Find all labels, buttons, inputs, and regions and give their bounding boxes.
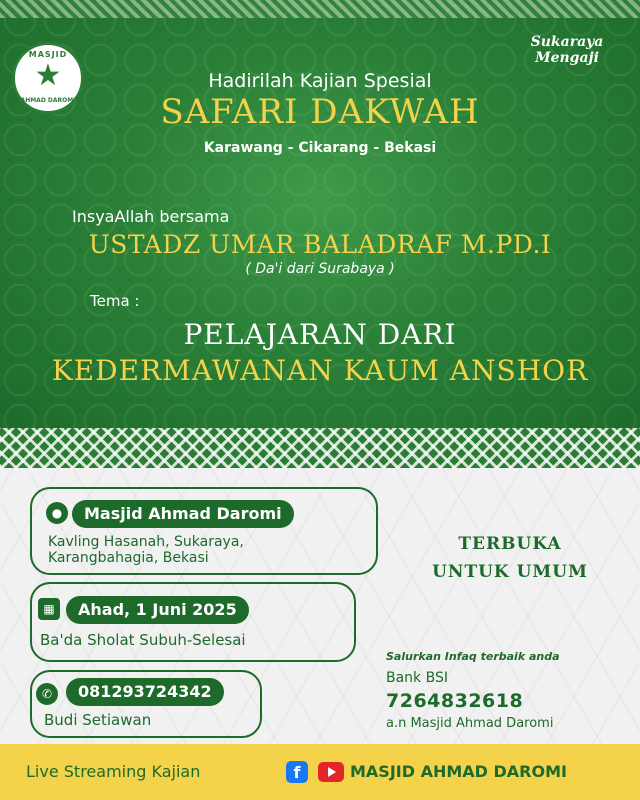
speaker-intro: InsyaAllah bersama: [72, 207, 230, 226]
brand-line1: Sukaraya: [530, 34, 604, 50]
location-pin-icon: ●: [46, 502, 68, 524]
star-icon: ★: [34, 58, 62, 93]
bank-name: Bank BSI: [386, 670, 448, 686]
cities-text: Karawang - Cikarang - Bekasi: [203, 140, 437, 156]
open-line2: UNTUK UMUM: [432, 562, 588, 582]
infaq-note: Salurkan Infaq terbaik anda: [386, 650, 560, 663]
brand-line2: Mengaji: [535, 50, 599, 66]
youtube-icon: [318, 762, 344, 782]
ornament-border: [0, 0, 640, 18]
calendar-icon: ▦: [38, 598, 60, 620]
logo-text-bottom: AHMAD DAROMI: [20, 97, 76, 104]
theme-line1: PELAJARAN DARI: [183, 318, 457, 351]
open-for-public: [405, 530, 615, 586]
schedule-date: Ahad, 1 Juni 2025: [66, 596, 249, 624]
live-streaming-label: Live Streaming Kajian: [26, 762, 201, 781]
facebook-icon: f: [286, 761, 308, 783]
phone-icon: ✆: [36, 683, 58, 705]
theme-label: Tema :: [90, 292, 140, 310]
location-address-1: Kavling Hasanah, Sukaraya,: [48, 534, 244, 550]
location-name: Masjid Ahmad Daromi: [72, 500, 294, 528]
brand-logo: [512, 34, 622, 66]
speaker-name: USTADZ UMAR BALADRAF M.PD.I: [88, 230, 552, 259]
ornament-band: [0, 428, 640, 468]
speaker-origin: ( Da'i dari Surabaya ): [245, 261, 395, 277]
account-number: 7264832618: [386, 690, 524, 712]
open-line1: TERBUKA: [458, 534, 562, 554]
channel-name: MASJID AHMAD DAROMI: [350, 762, 567, 781]
schedule-time: Ba'da Sholat Subuh-Selesai: [40, 631, 246, 649]
location-address-2: Karangbahagia, Bekasi: [48, 550, 209, 566]
contact-person: Budi Setiawan: [44, 711, 152, 729]
account-holder: a.n Masjid Ahmad Daromi: [386, 716, 554, 731]
event-title: SAFARI DAKWAH: [160, 92, 480, 132]
invite-text: Hadirilah Kajian Spesial: [208, 70, 432, 92]
logo-text-top: MASJID: [28, 50, 68, 59]
theme-line2: KEDERMAWANAN KAUM ANSHOR: [51, 354, 589, 387]
contact-phone: 081293724342: [66, 678, 224, 706]
